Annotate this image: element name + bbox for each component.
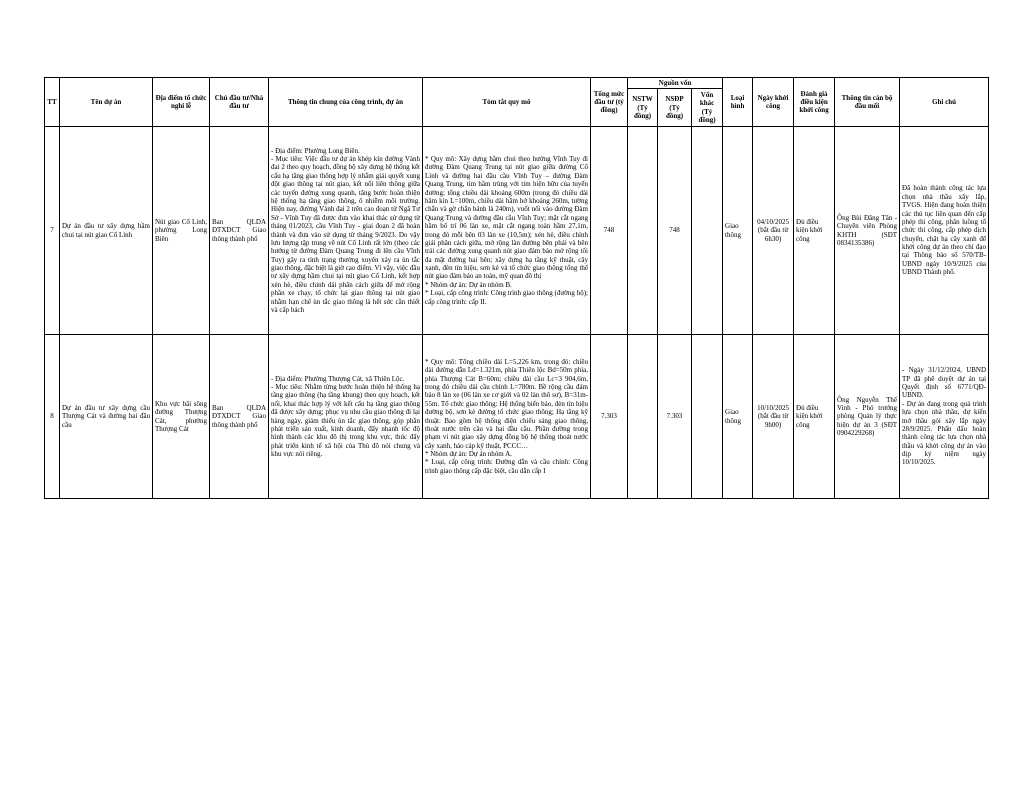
header-nstw: NSTW (Tỷ đồng) [628,89,658,127]
row-note: Đã hoàn thành công tác lựa chọn nhà thầu xây lắp, TVGS. Hiện đang hoàn thiện các thủ tục liên quan đến cấp phép thi công, phân luồng tổ chức thi công, cấp phép dịch chuyển, chặt hạ cây xanh để khởi công dự án theo chỉ đạo tại Thông báo số 570/TB-UBND ngày 10/9/2025 của UBND Thành phố. [900,127,989,335]
row-nstw [628,335,658,499]
row-scale: * Quy mô: Xây dựng hầm chui theo hướng Vĩnh Tuy đi đường Đàm Quang Trung tại nút giao giữa đường Cổ Linh và đường hai đầu cầu Vĩnh Tuy – đường Đàm Quang Trung, tim hầm trùng với tim hiện hữu của tuyến đường; tổng chiều dài khoảng 600m (trong đó chiều dài hầm kín L=100m, chiều dài hầm hở khoảng 260m, tường chắn và gờ chắn bánh là 240m), vuốt nối vào đường Đàm Quang Trung và đường đầu cầu Vĩnh Tuy; mặt cắt ngang hầm bố trí 06 làn xe, mặt cắt ngang toàn hầm 27,1m, trong đó mỗi bên 03 làn xe (10,5m); xén hè, điều chỉnh giải phân cách giữa, mở rộng làn đường bên phải và bên trái các đường xung quanh nút giao đảm bảo mở rộng tối đa mặt đường hai bên; xây dựng hạ tầng kỹ thuật, cây xanh, đèn tín hiệu, sơn kẻ và tổ chức giao thông tổng thể nút giao đảm bảo an toàn, mỹ quan đô thị * Nhóm dự án: Dự án nhóm B. * Loại, cấp công trình: Công trình giao thông (đường bộ); cấp công trình: cấp II. [423,127,591,335]
header-investor: Chủ đầu tư/Nhà đầu tư [210,78,269,127]
table-row [45,127,989,335]
row-general-info: - Địa điểm: Phường Long Biên. - Mục tiêu: Việc đầu tư dự án khép kín đường Vành đai 2 theo quy hoạch, đồng bộ xây dựng hệ thống kết cấu hạ tầng giao thông hợp lý nhằm giải quyết xung đột giao thông tại nút giao, kết nối liên thông giữa các tuyến đường xung quanh, tăng bước hoàn thiện hệ thống hạ tầng giao thông, ô nhiễm môi trường. Hiện nay, đường Vành đai 2 trên cao đoạn từ Ngã Tư Sở - Vĩnh Tuy đã được đưa vào khai thác sử dụng từ tháng 01/2023, cầu Vĩnh Tuy - giai đoạn 2 đã hoàn thành và đưa vào sử dụng từ tháng 9/2023. Do vậy lưu lượng tập trung về nút Cổ Linh rất lớn (theo các hướng từ đường Đàm Quang Trung đi lên cầu Vĩnh Tuy) gây ra tình trạng thường xuyên xảy ra ùn tắc giao thông, đặc biệt là giờ cao điểm. Vì vậy, việc đầu tư xây dựng hầm chui tại nút giao Cổ Linh, kết hợp xén hè, điều chỉnh dải phân cách giữa để mở rộng phần xe chạy, tổ chức lại giao thông tại nút giao nhằm hạn chế ùn tắc giao thông là hết sức cần thiết và cấp bách [269,127,423,335]
header-note: Ghi chú [900,78,989,127]
row-investor: Ban QLDA ĐTXDCT Giao thông thành phố [210,335,269,499]
header-eval: Đánh giá điều kiện khởi công [794,78,835,127]
row-name: Dự án đầu tư xây dựng hầm chui tại nút giao Cổ Linh [60,127,153,335]
row-contact: Ông Bùi Đăng Tân - Chuyên viên Phòng KHTH (SĐT 0834135386) [835,127,900,335]
header-scale: Tóm tắt quy mô [423,78,591,127]
row-location: Khu vực bãi sông đường Thượng Cát, phường Thượng Cát [153,335,210,499]
row-nsdp: 7.303 [658,335,692,499]
table-row [45,335,989,499]
row-note: - Ngày 31/12/2024, UBND TP đã phê duyệt dự án tại Quyết định số 6771/QĐ-UBND. - Dự án đang trong quá trình lựa chọn nhà thầu, dự kiến mở thầu gói xây lắp ngày 28/9/2025. Phấn đấu hoàn thành công tác lựa chọn nhà thầu và khởi công dự án vào dịp kỷ niệm ngày 10/10/2025. [900,335,989,499]
header-start: Ngày khởi công [753,78,794,127]
row-eval: Đủ điều kiện khởi công [794,127,835,335]
header-other: Vốn khác (Tỷ đồng) [692,89,723,127]
header-name: Tên dự án [60,78,153,127]
row-scale: * Quy mô: Tổng chiều dài L=5,226 km, trong đó: chiều dài đường dẫn Ld=1.321m, phía Thiên lộc Bd=50m phía, phía Thượng Cát B=60m; chiều dài cầu Lc=3 904,6m, trong đó chiều dài cầu chính L=780m. Bề rộng cầu đảm bảo 8 làn xe (06 làn xe cơ giới và 02 làn thô sơ), B=31m-55m. Tổ chức giao thông: Hệ thống biển báo, đèn tín hiệu đường bộ, sơn kẻ đường tổ chức giao thông; Hạ tầng kỹ thuật: Bao gồm hệ thống điện chiếu sáng giao thông, thoát nước trên cầu và hai đầu cầu. Phần đường trong phạm vi nút giao xây dựng đồng bộ hệ thống thoát nước cây xanh, hào cáp kỹ thuật, PCCC… * Nhóm dự án: Dự án nhóm A. * Loại, cấp công trình: Đường dẫn và cầu chính: Công trình giao thông cấp đặc biệt, cầu dẫn cấp I [423,335,591,499]
row-other [692,335,723,499]
header-total: Tổng mức đầu tư (tỷ đồng) [591,78,628,127]
header-type: Loại hình [723,78,753,127]
header-contact: Thông tin cán bộ đầu mối [835,78,900,127]
row-investor: Ban QLDA ĐTXDCT Giao thông thành phố [210,127,269,335]
row-location: Nút giao Cổ Linh, phường Long Biên [153,127,210,335]
row-name: Dự án đầu tư xây dựng cầu Thượng Cát và đường hai đầu cầu [60,335,153,499]
projects-table [44,77,989,499]
header-capital: Nguồn vốn [628,78,723,89]
row-type: Giao thông [723,335,753,499]
row-general-info: - Địa điểm: Phường Thượng Cát, xã Thiên Lộc. - Mục tiêu: Nhằm từng bước hoàn thiện hệ thống hạ tầng giao thông (hạ tầng khung) theo quy hoạch, kết nối, khai thác hợp lý với kết cấu hạ tầng giao thông đã được xây dựng; phục vụ nhu cầu giao thông đi lại hàng ngày, giảm thiểu ùn tắc giao thông, góp phần phát triển sản xuất, kinh doanh, đẩy nhanh tốc độ hình thành các khu đô thị trong khu vực, thúc đẩy phát triển kinh tế xã hội của Thủ đô nói chung và khu vực nói riêng. [269,335,423,499]
row-other [692,127,723,335]
row-type: Giao thông [723,127,753,335]
header-location: Địa điểm tổ chức nghi lễ [153,78,210,127]
row-total: 748 [591,127,628,335]
row-start: 10/10/2025 (bắt đầu từ 9h00) [753,335,794,499]
row-eval: Đủ điều kiện khởi công [794,335,835,499]
row-tt: 7 [45,127,60,335]
row-nstw [628,127,658,335]
row-tt: 8 [45,335,60,499]
row-contact: Ông Nguyễn Thế Vinh - Phó trưởng phòng Quản lý thực hiện dự án 3 (SĐT 0904229268) [835,335,900,499]
header-general-info: Thông tin chung của công trình, dự án [269,78,423,127]
row-start: 04/10/2025 (bắt đầu từ 6h30) [753,127,794,335]
row-total: 7.303 [591,335,628,499]
header-nsdp: NSĐP (Tỷ đồng) [658,89,692,127]
row-nsdp: 748 [658,127,692,335]
header-tt: TT [45,78,60,127]
